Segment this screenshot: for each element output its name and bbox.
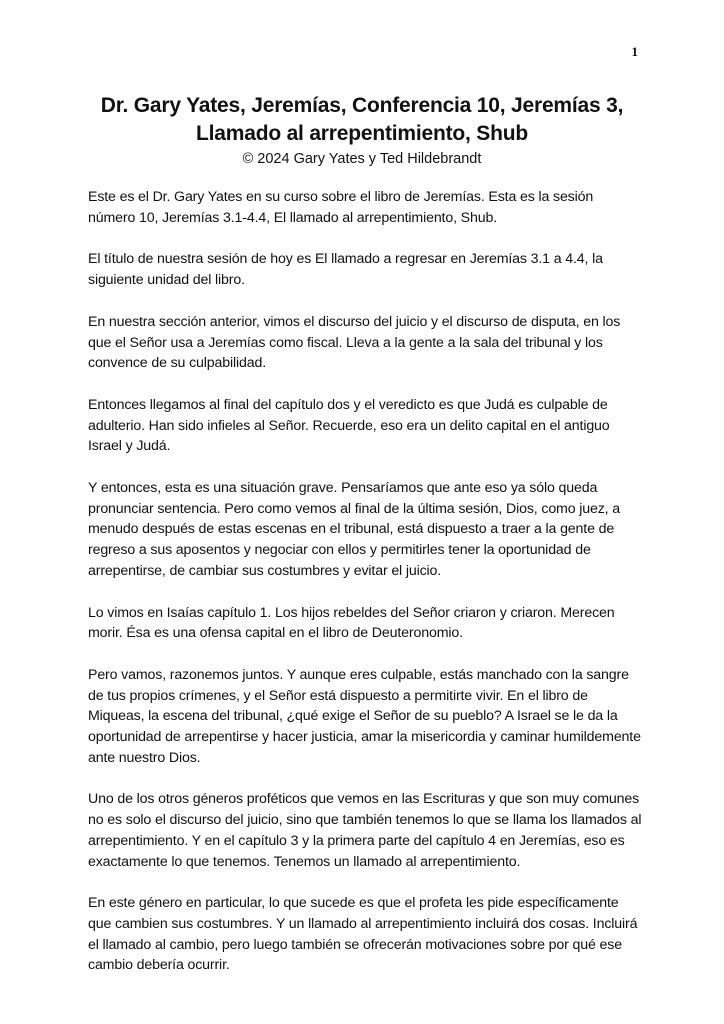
paragraph: Uno de los otros géneros proféticos que vemos en las Escrituras y que son muy comunes no es solo el discurso del juicio, sino que también tenemos lo que se llama los llamados al arrepentimiento. Y en el capítulo 3 y la primera parte del capítulo 4 en Jeremías, eso es exactamente lo que tenemos. Tenemos un llamado al arrepentimiento.	[88, 791, 642, 870]
paragraph: En nuestra sección anterior, vimos el discurso del juicio y el discurso de disputa, en los que el Señor usa a Jeremías como fiscal. Lleva a la gente a la sala del tribunal y los convence de su culpabilidad.	[88, 313, 621, 372]
title-line-2: Llamado al arrepentimiento, Shub	[196, 122, 528, 145]
document-body	[88, 187, 644, 997]
page-number: 1	[631, 44, 638, 59]
paragraph: Lo vimos en Isaías capítulo 1. Los hijos rebeldes del Señor criaron y criaron. Merecen morir. Ésa es una ofensa capital en el libro de Deuteronomio.	[88, 604, 615, 642]
document-title	[0, 92, 724, 148]
title-line-1: Dr. Gary Yates, Jeremías, Conferencia 10, Jeremías 3,	[100, 94, 624, 117]
copyright-line: © 2024 Gary Yates y Ted Hildebrandt	[242, 151, 482, 167]
paragraph: El título de nuestra sesión de hoy es El llamado a regresar en Jeremías 3.1 a 4.4, la siguiente unidad del libro.	[88, 251, 603, 289]
document-header	[0, 92, 724, 168]
paragraph: Este es el Dr. Gary Yates en su curso sobre el libro de Jeremías. Esta es la sesión número 10, Jeremías 3.1-4.4, El llamado al arrepentimiento, Shub.	[88, 189, 594, 226]
paragraph: Y entonces, esta es una situación grave. Pensaríamos que ante eso ya sólo queda pronunciar sentencia. Pero como vemos al final de la última sesión, Dios, como juez, a menudo después de estas escenas en el tribunal, está dispuesto a traer a la gente de regreso a sus aposentos y negociar con ellos y permitirles tener la oportunidad de arrepentirse, de cambiar sus costumbres y evitar el juicio.	[88, 480, 621, 579]
paragraph: Entonces llegamos al final del capítulo dos y el veredicto es que Judá es culpable de adulterio. Han sido infieles al Señor. Recuerde, eso era un delito capital en el antiguo Israel y Judá.	[88, 396, 610, 455]
paragraph: Pero vamos, razonemos juntos. Y aunque eres culpable, estás manchado con la sangre de tus propios crímenes, y el Señor está dispuesto a permitirte vivir. En el libro de Miqueas, la escena del tribunal, ¿qué exige el Señor de su pueblo? A Israel se le da la oportunidad de arrepentirse y hacer justicia, amar la misericordia y caminar humildemente ante nuestro Dios.	[88, 666, 641, 766]
paragraph: En este género en particular, lo que sucede es que el profeta les pide específicamente que cambien sus costumbres. Y un llamado al arrepentimiento incluirá dos cosas. Incluirá el llamado al cambio, pero luego también se ofrecerán motivaciones sobre por qué ese cambio debería ocurrir.	[88, 895, 638, 974]
